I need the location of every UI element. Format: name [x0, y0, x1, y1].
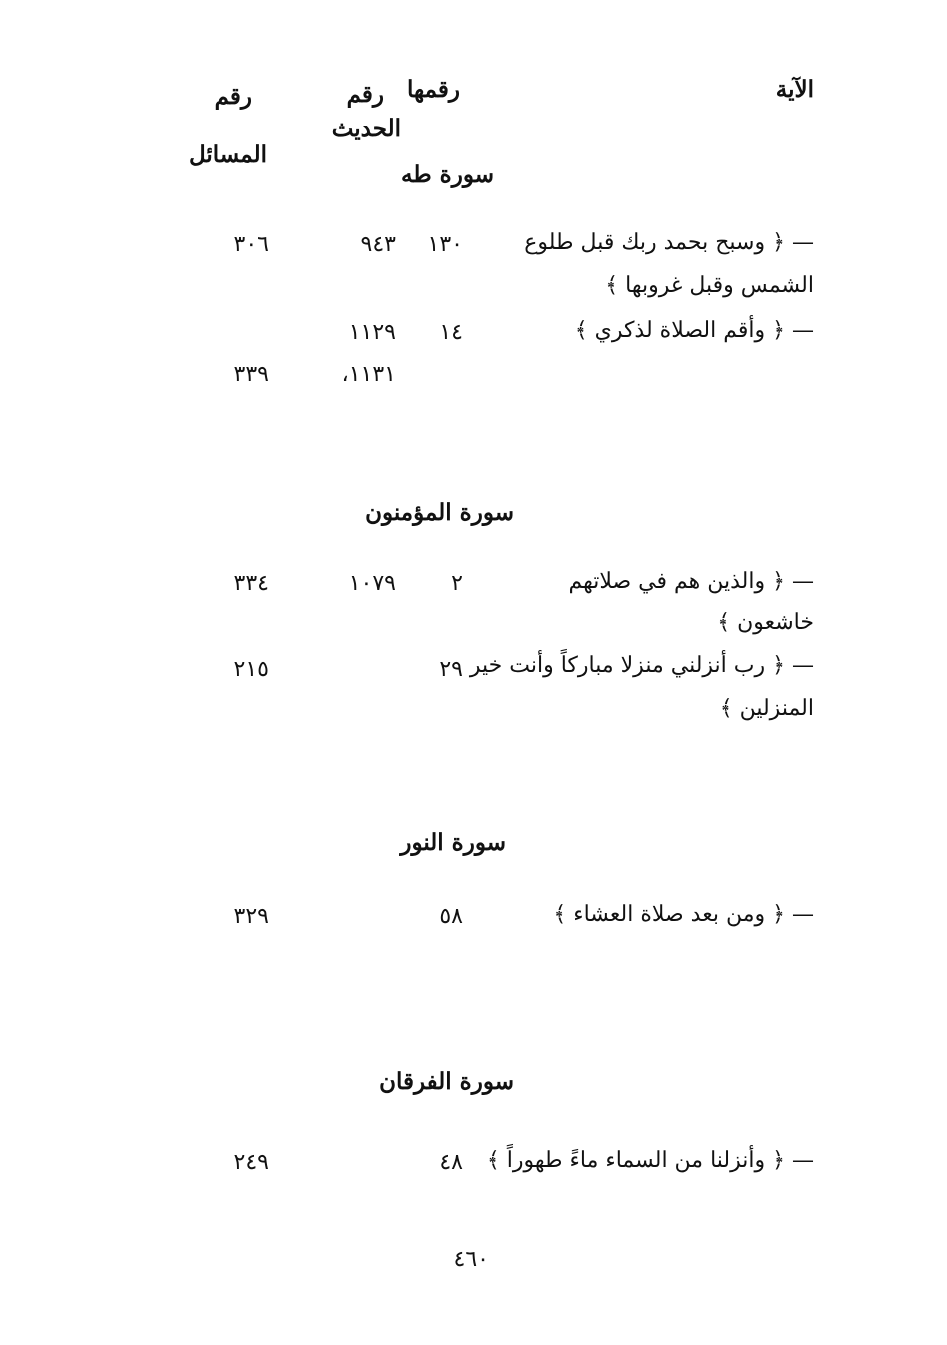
verse-number: ٢	[451, 571, 463, 596]
section-title: سورة الفرقان	[379, 1068, 514, 1095]
header-verse-number: رقمها	[406, 76, 460, 103]
verse-text-continued: المنزلين ﴾	[719, 696, 814, 721]
masail-number: ٣٣٤	[233, 571, 269, 596]
verse-number: ٥٨	[439, 904, 463, 929]
verse-number: ١٤	[439, 320, 463, 345]
masail-number: ٣٢٩	[233, 904, 269, 929]
verse-text: — ﴿ رب أنزلني منزلا مباركاً وأنت خير	[469, 653, 814, 678]
header-hadith-number-line1: رقم	[346, 81, 384, 108]
hadith-number: ٩٤٣	[360, 232, 396, 257]
section-title: سورة طه	[401, 161, 494, 188]
section-title: سورة المؤمنون	[365, 499, 514, 526]
verse-text: — ﴿ ومن بعد صلاة العشاء ﴾	[553, 902, 814, 927]
masail-number: ٢١٥	[233, 657, 269, 682]
hadith-number: ١٠٧٩	[348, 571, 396, 596]
section-title: سورة النور	[400, 829, 506, 856]
masail-number: ٢٤٩	[233, 1150, 269, 1175]
header-masail-number-line2: المسائل	[188, 141, 267, 168]
hadith-number: ١١٣١،	[341, 362, 396, 387]
verse-text: — ﴿ وأنزلنا من السماء ماءً طهوراً ﴾	[486, 1148, 814, 1173]
verse-text-continued: الشمس وقبل غروبها ﴾	[605, 273, 814, 298]
verse-text: — ﴿ وأقم الصلاة لذكري ﴾	[574, 318, 814, 343]
verse-text: — ﴿ وسبح بحمد ربك قبل طلوع	[524, 230, 814, 255]
header-masail-number-line1: رقم	[214, 83, 252, 110]
page-number: ٤٦٠	[453, 1247, 489, 1272]
masail-number: ٣٣٩	[233, 362, 269, 387]
header-hadith-number-line2: الحديث	[331, 115, 401, 142]
masail-number: ٣٠٦	[233, 232, 269, 257]
verse-number: ١٣٠	[427, 232, 463, 257]
verse-number: ٤٨	[439, 1150, 463, 1175]
verse-text-continued: خاشعون ﴾	[717, 610, 814, 635]
hadith-number: ١١٢٩	[348, 320, 396, 345]
verse-text: — ﴿ والذين هم في صلاتهم	[568, 569, 814, 594]
verse-number: ٢٩	[439, 657, 463, 682]
header-verse: الآية	[775, 76, 814, 103]
